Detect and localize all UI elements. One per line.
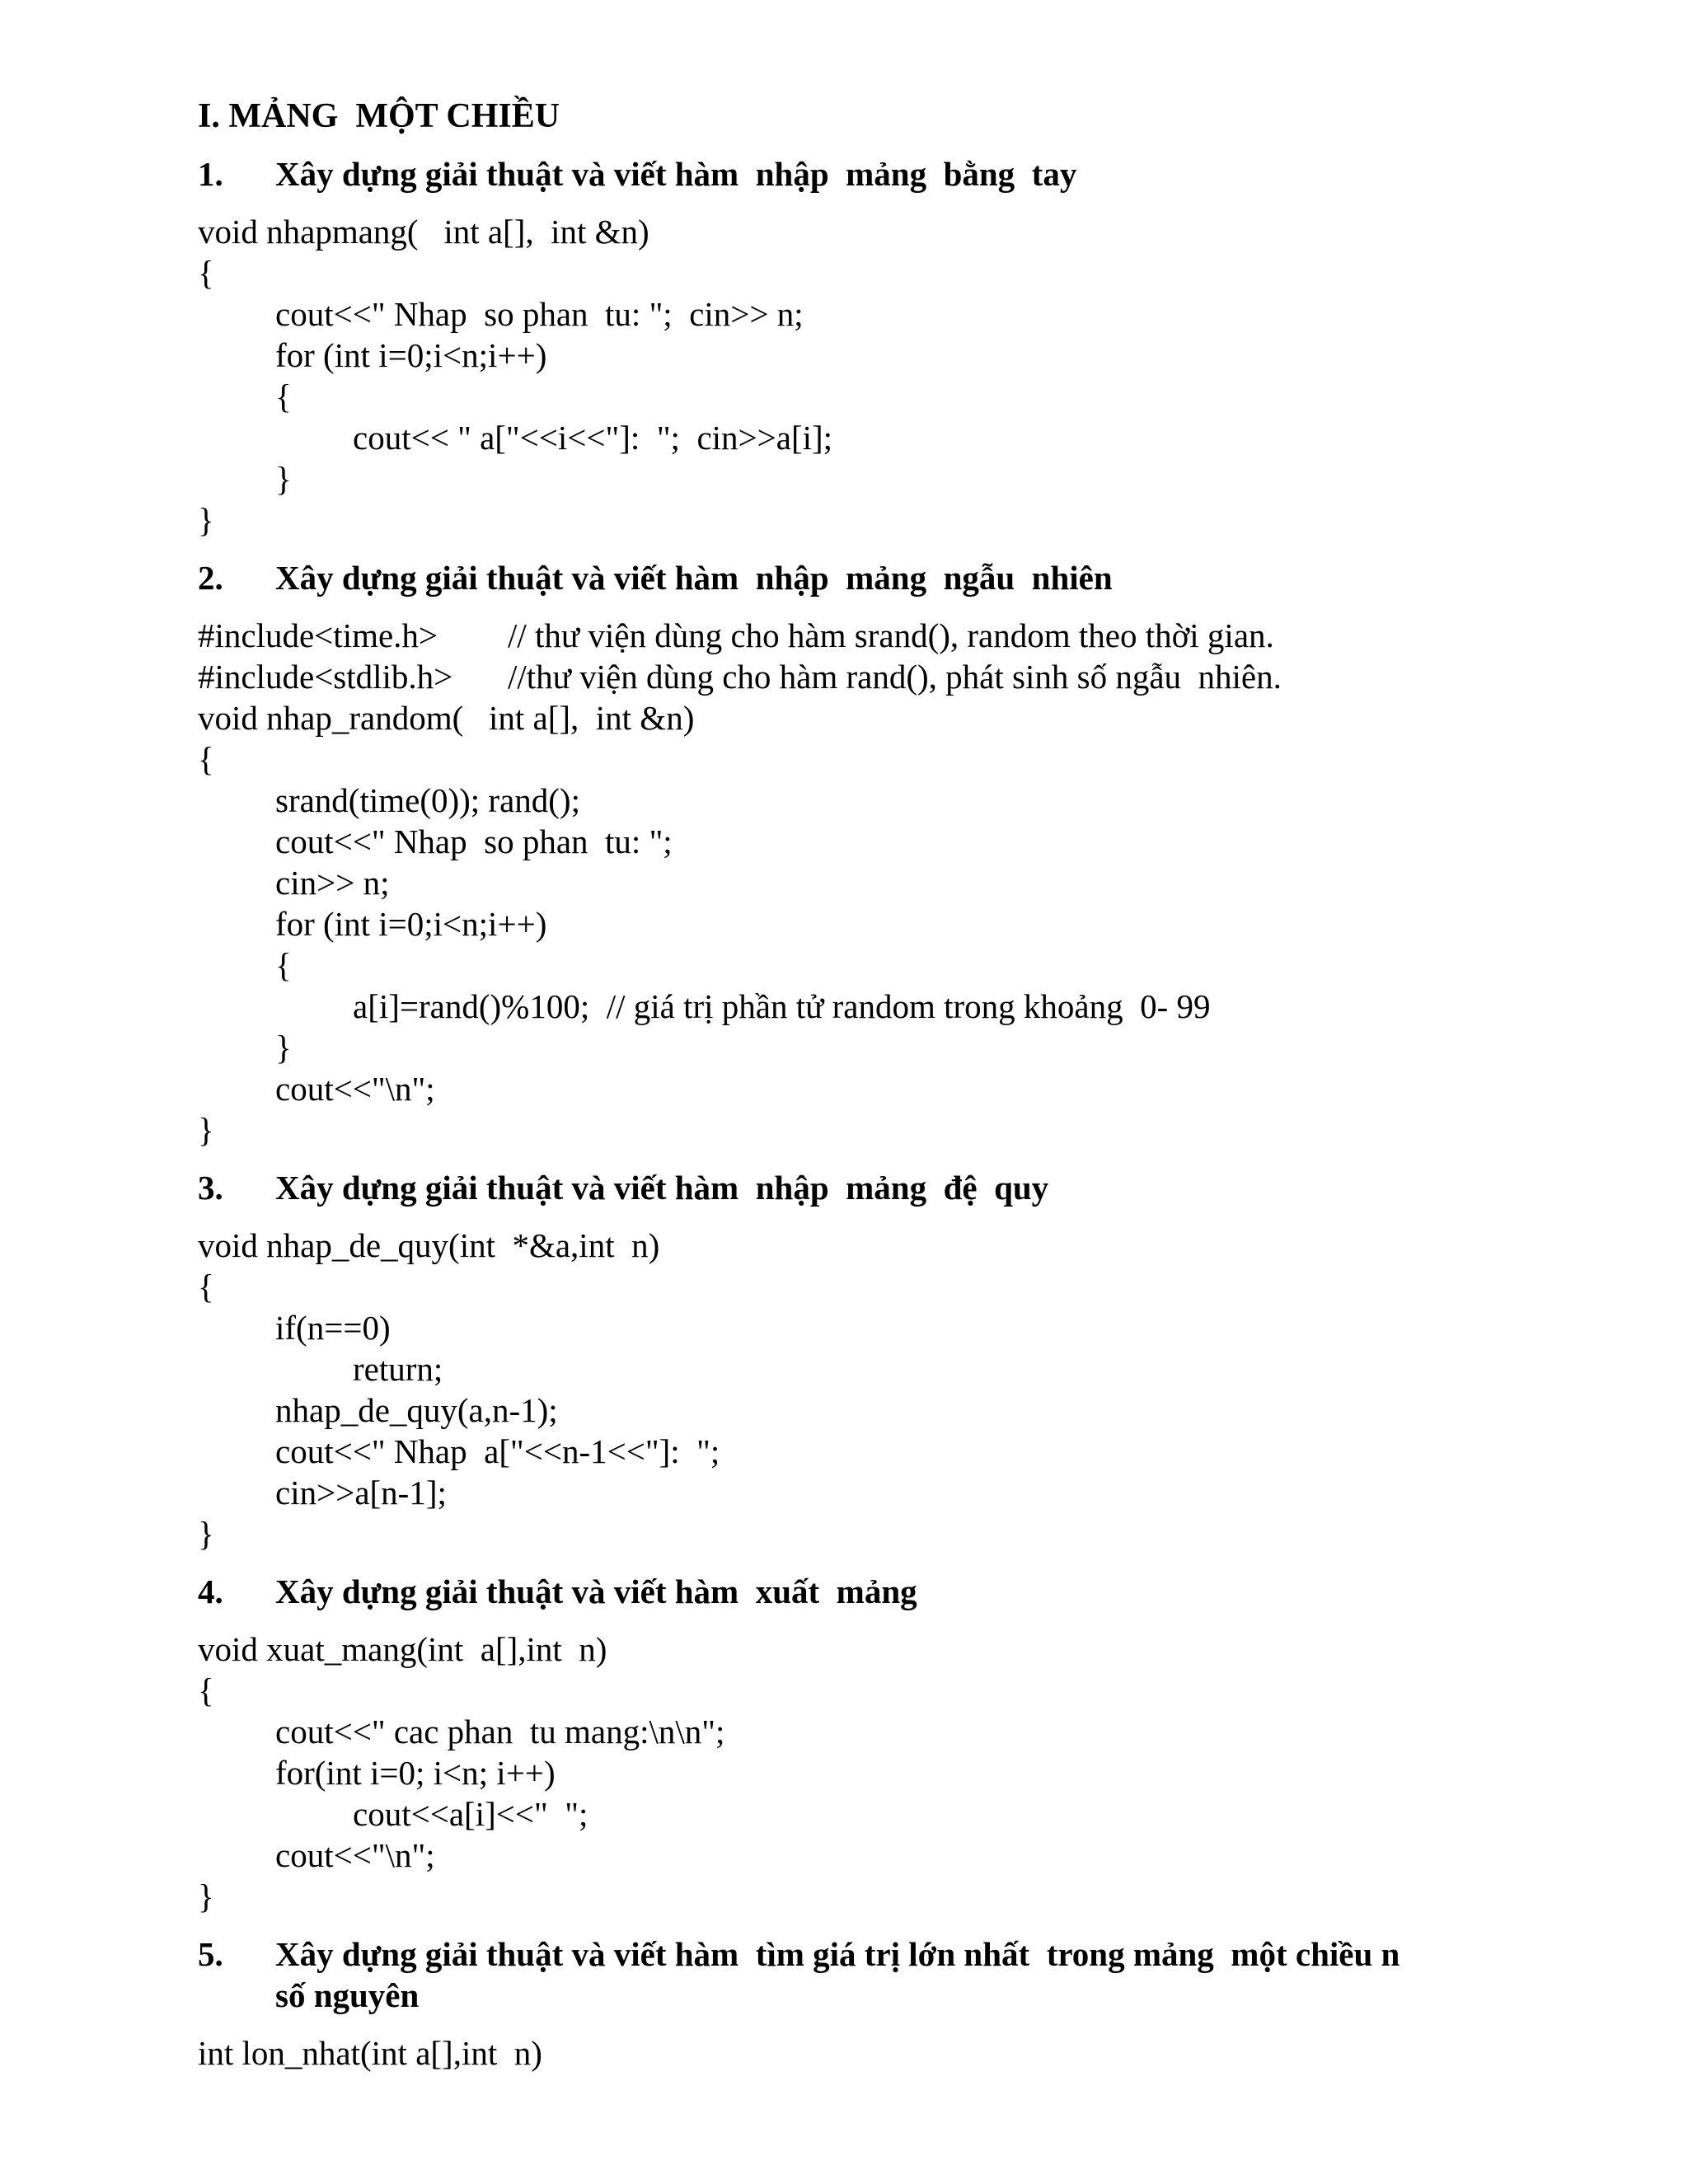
code-line: void nhapmang( int a[], int &n) bbox=[198, 213, 649, 251]
section-2-title: Xây dựng giải thuật và viết hàm nhập mảng ngẫu nhiên bbox=[275, 559, 1113, 597]
section-4-title: Xây dựng giải thuật và viết hàm xuất mảng bbox=[275, 1572, 917, 1610]
code-line: } bbox=[275, 460, 292, 498]
code-line: for (int i=0;i<n;i++) bbox=[275, 336, 547, 374]
code-line: cout<<" Nhap so phan tu: "; cin>> n; bbox=[275, 295, 804, 333]
code-line: { bbox=[198, 1268, 214, 1305]
section-1-title: Xây dựng giải thuật và viết hàm nhập mảng bằng tay bbox=[275, 155, 1077, 193]
code-line: for (int i=0;i<n;i++) bbox=[275, 905, 547, 943]
code-line: nhap_de_quy(a,n-1); bbox=[275, 1391, 558, 1429]
include-comment: //thư viện dùng cho hàm rand(), phát sinh số ngẫu nhiên. bbox=[508, 658, 1282, 696]
code-line: } bbox=[198, 501, 214, 539]
code-line: cout<<a[i]<<" "; bbox=[353, 1795, 588, 1833]
code-line: int lon_nhat(int a[],int n) bbox=[198, 2034, 542, 2072]
include-comment: // thư viện dùng cho hàm srand(), random theo thời gian. bbox=[508, 616, 1274, 654]
section-3-number: 3. bbox=[198, 1169, 223, 1207]
section-5-title-cont: số nguyên bbox=[275, 1976, 420, 2014]
code-line: void nhap_random( int a[], int &n) bbox=[198, 699, 695, 737]
code-line: cout<<" Nhap so phan tu: "; bbox=[275, 823, 673, 860]
code-line: a[i]=rand()%100; // giá trị phần tử random trong khoảng 0- 99 bbox=[353, 987, 1211, 1025]
code-line: } bbox=[198, 1111, 214, 1149]
section-2-number: 2. bbox=[198, 559, 223, 597]
chapter-heading: I. MẢNG MỘT CHIỀU bbox=[198, 97, 560, 135]
code-line: cout<<" cac phan tu mang:\n\n"; bbox=[275, 1713, 725, 1750]
code-line: { bbox=[275, 377, 292, 415]
code-line: cin>>a[n-1]; bbox=[275, 1474, 447, 1511]
code-line: cin>> n; bbox=[275, 864, 390, 902]
code-line: { bbox=[198, 1671, 214, 1709]
code-line: return; bbox=[353, 1350, 443, 1388]
include-directive: #include<time.h> bbox=[198, 616, 438, 654]
code-line: void nhap_de_quy(int *&a,int n) bbox=[198, 1226, 660, 1264]
code-line: cout<<" Nhap a["<<n-1<<"]: "; bbox=[275, 1432, 720, 1470]
code-line: } bbox=[275, 1029, 292, 1066]
code-line: { bbox=[275, 946, 292, 984]
code-line: srand(time(0)); rand(); bbox=[275, 781, 580, 819]
code-line: void xuat_mang(int a[],int n) bbox=[198, 1630, 607, 1668]
include-directive: #include<stdlib.h> bbox=[198, 658, 453, 696]
code-line: cout<<"\n"; bbox=[275, 1070, 435, 1108]
section-5-title: Xây dựng giải thuật và viết hàm tìm giá trị lớn nhất trong mảng một chiều n bbox=[275, 1935, 1400, 1973]
section-5-number: 5. bbox=[198, 1935, 223, 1973]
code-line: cout<<"\n"; bbox=[275, 1836, 435, 1874]
code-line: { bbox=[198, 254, 214, 292]
code-line: { bbox=[198, 740, 214, 778]
code-line: } bbox=[198, 1515, 214, 1553]
section-1-number: 1. bbox=[198, 155, 223, 193]
section-4-number: 4. bbox=[198, 1572, 223, 1610]
code-line: cout<< " a["<<i<<"]: "; cin>>a[i]; bbox=[353, 419, 833, 457]
section-3-title: Xây dựng giải thuật và viết hàm nhập mảng đệ quy bbox=[275, 1169, 1049, 1207]
code-line: } bbox=[198, 1877, 214, 1915]
code-line: for(int i=0; i<n; i++) bbox=[275, 1754, 556, 1792]
code-line: if(n==0) bbox=[275, 1309, 391, 1347]
